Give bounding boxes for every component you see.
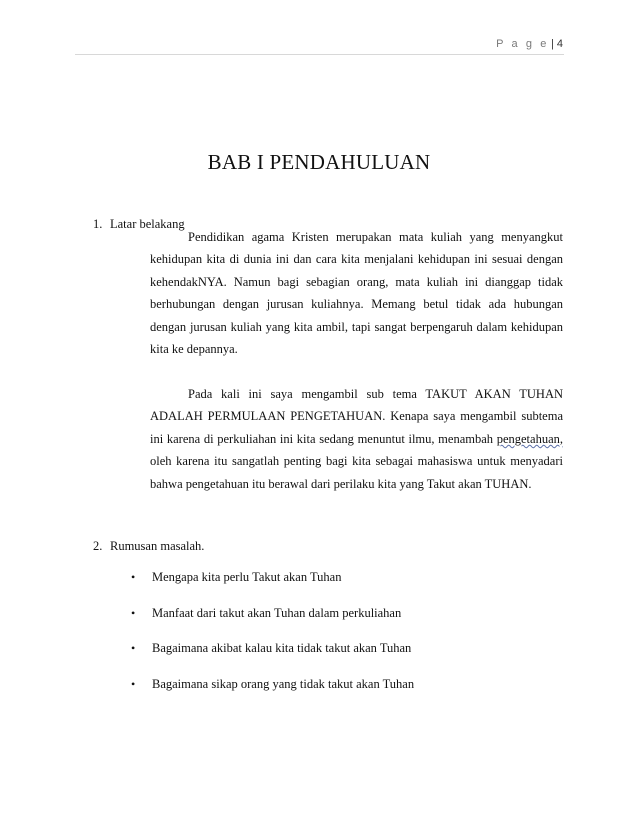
paragraph-pendidikan-agama: Pendidikan agama Kristen merupakan mata kuliah yang menyangkut kehidupan kita di dunia ini dan cara kita menjalani kehidupan ini sesuai dengan kehendakNYA. Namun bagi sebagian orang, mata kuliah ini dianggap tidak berhubungan dengan jurusan kuliahnya. Memang betul tidak ada hubungan dengan jurusan kuliah yang kita ambil, tapi sangat berpengaruh dalam kehidupan kita ke depannya. [150, 230, 563, 357]
paragraph-text-end: oleh karena itu sangatlah penting bagi kita sebagai mahasiswa untuk menyadari bahwa pengetahuan itu berawal dari perilaku kita yang Takut akan TUHAN. [150, 454, 563, 491]
list-item-text: Bagaimana sikap orang yang tidak takut akan Tuhan [152, 676, 415, 691]
list-item-text: Manfaat dari takut akan Tuhan dalam perkuliahan [152, 605, 402, 620]
problem-list [131, 570, 414, 712]
section-heading-text: Rumusan masalah. [110, 539, 205, 553]
header-page-label: P a g e [496, 38, 550, 50]
header-rule [75, 54, 564, 55]
page-header [496, 38, 563, 50]
paragraph-sub-tema [150, 383, 563, 495]
list-item [131, 570, 414, 606]
list-item-text: Bagaimana akibat kalau kita tidak takut akan Tuhan [152, 641, 412, 655]
list-item [131, 606, 414, 642]
section-heading-text: Latar belakang [110, 217, 185, 231]
bullet-icon: • [131, 605, 136, 620]
section-number: 1. [93, 217, 103, 231]
paragraph-text-start: Pada kali ini saya mengambil sub tema TAKUT AKAN TUHAN ADALAH PERMULAAN PENGETAHUAN. Kenapa saya mengambil subtema ini karena di perkuliahan ini kita sedang menuntut ilmu, menambah [150, 387, 563, 446]
list-item-text: Mengapa kita perlu Takut akan Tuhan [152, 570, 342, 584]
bullet-icon: • [131, 641, 136, 655]
chapter-title: BAB I PENDAHULUAN [207, 150, 431, 174]
section-heading-rumusan-masalah [93, 539, 204, 554]
list-item [131, 677, 414, 713]
bullet-icon: • [131, 570, 136, 584]
bullet-icon: • [131, 676, 136, 691]
list-item [131, 641, 414, 677]
section-number: 2. [93, 539, 103, 553]
header-page-number: 4 [556, 38, 563, 50]
header-separator: | [551, 38, 554, 50]
spellcheck-marked-word: pengetahuan, [496, 431, 563, 446]
